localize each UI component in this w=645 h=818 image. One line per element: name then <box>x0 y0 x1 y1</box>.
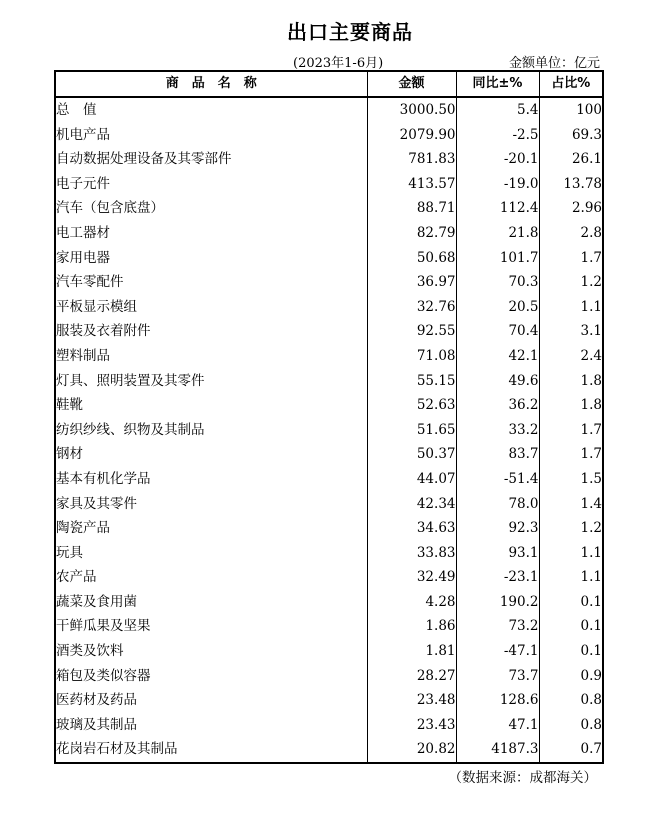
row-name: 纺织纱线、织物及其制品 <box>55 418 367 443</box>
row-yoy: 36.2 <box>456 393 539 418</box>
header-amount: 金额 <box>367 71 456 97</box>
row-amount: 50.68 <box>367 246 456 271</box>
row-amount: 82.79 <box>367 221 456 246</box>
row-amount: 44.07 <box>367 467 456 492</box>
row-amount: 71.08 <box>367 344 456 369</box>
row-share: 1.7 <box>539 246 603 271</box>
table-row <box>55 737 603 763</box>
table-row <box>55 295 603 320</box>
row-amount: 32.49 <box>367 565 456 590</box>
table-row <box>55 196 603 221</box>
table-row <box>55 688 603 713</box>
row-yoy: -47.1 <box>456 639 539 664</box>
row-amount: 2079.90 <box>367 123 456 148</box>
row-amount: 4.28 <box>367 590 456 615</box>
row-amount: 51.65 <box>367 418 456 443</box>
row-share: 1.4 <box>539 492 603 517</box>
data-source-note: （数据来源：成都海关） <box>448 770 597 786</box>
row-name: 钢材 <box>55 442 367 467</box>
row-yoy: 92.3 <box>456 516 539 541</box>
row-name: 鞋靴 <box>55 393 367 418</box>
row-amount: 88.71 <box>367 196 456 221</box>
row-share: 0.9 <box>539 664 603 689</box>
row-name: 医药材及药品 <box>55 688 367 713</box>
table-header-row <box>55 71 603 97</box>
row-share: 0.8 <box>539 713 603 738</box>
row-amount: 50.37 <box>367 442 456 467</box>
table-row <box>55 270 603 295</box>
row-yoy: 70.3 <box>456 270 539 295</box>
row-amount: 33.83 <box>367 541 456 566</box>
table-row <box>55 344 603 369</box>
table-row <box>55 467 603 492</box>
row-yoy: -51.4 <box>456 467 539 492</box>
row-amount: 52.63 <box>367 393 456 418</box>
table-row <box>55 246 603 271</box>
table-row <box>55 614 603 639</box>
table-row <box>55 97 603 123</box>
row-share: 1.7 <box>539 442 603 467</box>
table-row <box>55 516 603 541</box>
table-row <box>55 590 603 615</box>
row-share: 1.1 <box>539 565 603 590</box>
row-amount: 23.48 <box>367 688 456 713</box>
row-share: 0.7 <box>539 737 603 763</box>
row-yoy: 83.7 <box>456 442 539 467</box>
row-share: 1.8 <box>539 369 603 394</box>
row-name: 灯具、照明装置及其零件 <box>55 369 367 394</box>
row-share: 1.8 <box>539 393 603 418</box>
row-name: 汽车零配件 <box>55 270 367 295</box>
row-share: 0.8 <box>539 688 603 713</box>
table-row <box>55 172 603 197</box>
row-name: 陶瓷产品 <box>55 516 367 541</box>
row-name: 总 值 <box>55 97 367 123</box>
table-row <box>55 492 603 517</box>
row-amount: 781.83 <box>367 147 456 172</box>
row-yoy: 101.7 <box>456 246 539 271</box>
table-row <box>55 369 603 394</box>
header-name: 商 品 名 称 <box>55 71 367 97</box>
table-row <box>55 713 603 738</box>
row-yoy: 73.2 <box>456 614 539 639</box>
row-yoy: 20.5 <box>456 295 539 320</box>
header-share: 占比% <box>539 71 603 97</box>
table-row <box>55 221 603 246</box>
row-name: 自动数据处理设备及其零部件 <box>55 147 367 172</box>
row-name: 平板显示模组 <box>55 295 367 320</box>
row-name: 塑料制品 <box>55 344 367 369</box>
row-yoy: 128.6 <box>456 688 539 713</box>
export-goods-table <box>54 70 604 764</box>
row-name: 农产品 <box>55 565 367 590</box>
table-body <box>55 97 603 763</box>
row-name: 花岗岩石材及其制品 <box>55 737 367 763</box>
table-row <box>55 393 603 418</box>
row-share: 69.3 <box>539 123 603 148</box>
row-name: 干鲜瓜果及坚果 <box>55 614 367 639</box>
row-share: 26.1 <box>539 147 603 172</box>
row-amount: 20.82 <box>367 737 456 763</box>
row-share: 0.1 <box>539 639 603 664</box>
row-name: 电子元件 <box>55 172 367 197</box>
table-row <box>55 147 603 172</box>
table-row <box>55 541 603 566</box>
row-yoy: 5.4 <box>456 97 539 123</box>
row-name: 酒类及饮料 <box>55 639 367 664</box>
row-share: 100 <box>539 97 603 123</box>
row-yoy: 112.4 <box>456 196 539 221</box>
row-amount: 28.27 <box>367 664 456 689</box>
row-yoy: 78.0 <box>456 492 539 517</box>
row-amount: 413.57 <box>367 172 456 197</box>
row-share: 1.2 <box>539 270 603 295</box>
row-share: 3.1 <box>539 319 603 344</box>
row-name: 家用电器 <box>55 246 367 271</box>
row-yoy: 4187.3 <box>456 737 539 763</box>
row-yoy: -2.5 <box>456 123 539 148</box>
row-share: 0.1 <box>539 590 603 615</box>
table-row <box>55 319 603 344</box>
period-label: (2023年1-6月) <box>293 56 384 71</box>
row-name: 家具及其零件 <box>55 492 367 517</box>
row-amount: 55.15 <box>367 369 456 394</box>
row-yoy: -20.1 <box>456 147 539 172</box>
row-share: 1.5 <box>539 467 603 492</box>
row-yoy: 70.4 <box>456 319 539 344</box>
row-yoy: -23.1 <box>456 565 539 590</box>
table-row <box>55 639 603 664</box>
row-share: 1.1 <box>539 541 603 566</box>
row-amount: 34.63 <box>367 516 456 541</box>
row-amount: 32.76 <box>367 295 456 320</box>
row-amount: 42.34 <box>367 492 456 517</box>
row-share: 13.78 <box>539 172 603 197</box>
row-amount: 36.97 <box>367 270 456 295</box>
row-name: 玩具 <box>55 541 367 566</box>
row-amount: 1.86 <box>367 614 456 639</box>
row-share: 1.2 <box>539 516 603 541</box>
row-share: 2.8 <box>539 221 603 246</box>
row-amount: 3000.50 <box>367 97 456 123</box>
row-yoy: 190.2 <box>456 590 539 615</box>
table-row <box>55 664 603 689</box>
table-row <box>55 418 603 443</box>
table-row <box>55 565 603 590</box>
row-share: 0.1 <box>539 614 603 639</box>
row-share: 2.96 <box>539 196 603 221</box>
row-share: 2.4 <box>539 344 603 369</box>
row-yoy: 93.1 <box>456 541 539 566</box>
row-amount: 1.81 <box>367 639 456 664</box>
row-name: 汽车（包含底盘） <box>55 196 367 221</box>
row-name: 电工器材 <box>55 221 367 246</box>
row-yoy: 49.6 <box>456 369 539 394</box>
table-row <box>55 442 603 467</box>
page-title: 出口主要商品 <box>287 20 413 44</box>
row-name: 机电产品 <box>55 123 367 148</box>
row-share: 1.7 <box>539 418 603 443</box>
row-amount: 23.43 <box>367 713 456 738</box>
row-amount: 92.55 <box>367 319 456 344</box>
row-name: 蔬菜及食用菌 <box>55 590 367 615</box>
row-name: 基本有机化学品 <box>55 467 367 492</box>
header-yoy: 同比±% <box>456 71 539 97</box>
row-yoy: 42.1 <box>456 344 539 369</box>
row-yoy: 21.8 <box>456 221 539 246</box>
row-yoy: 47.1 <box>456 713 539 738</box>
row-yoy: 73.7 <box>456 664 539 689</box>
row-name: 服装及衣着附件 <box>55 319 367 344</box>
row-name: 箱包及类似容器 <box>55 664 367 689</box>
row-yoy: 33.2 <box>456 418 539 443</box>
table-row <box>55 123 603 148</box>
row-share: 1.1 <box>539 295 603 320</box>
row-yoy: -19.0 <box>456 172 539 197</box>
unit-label: 金额单位：亿元 <box>508 56 600 71</box>
row-name: 玻璃及其制品 <box>55 713 367 738</box>
